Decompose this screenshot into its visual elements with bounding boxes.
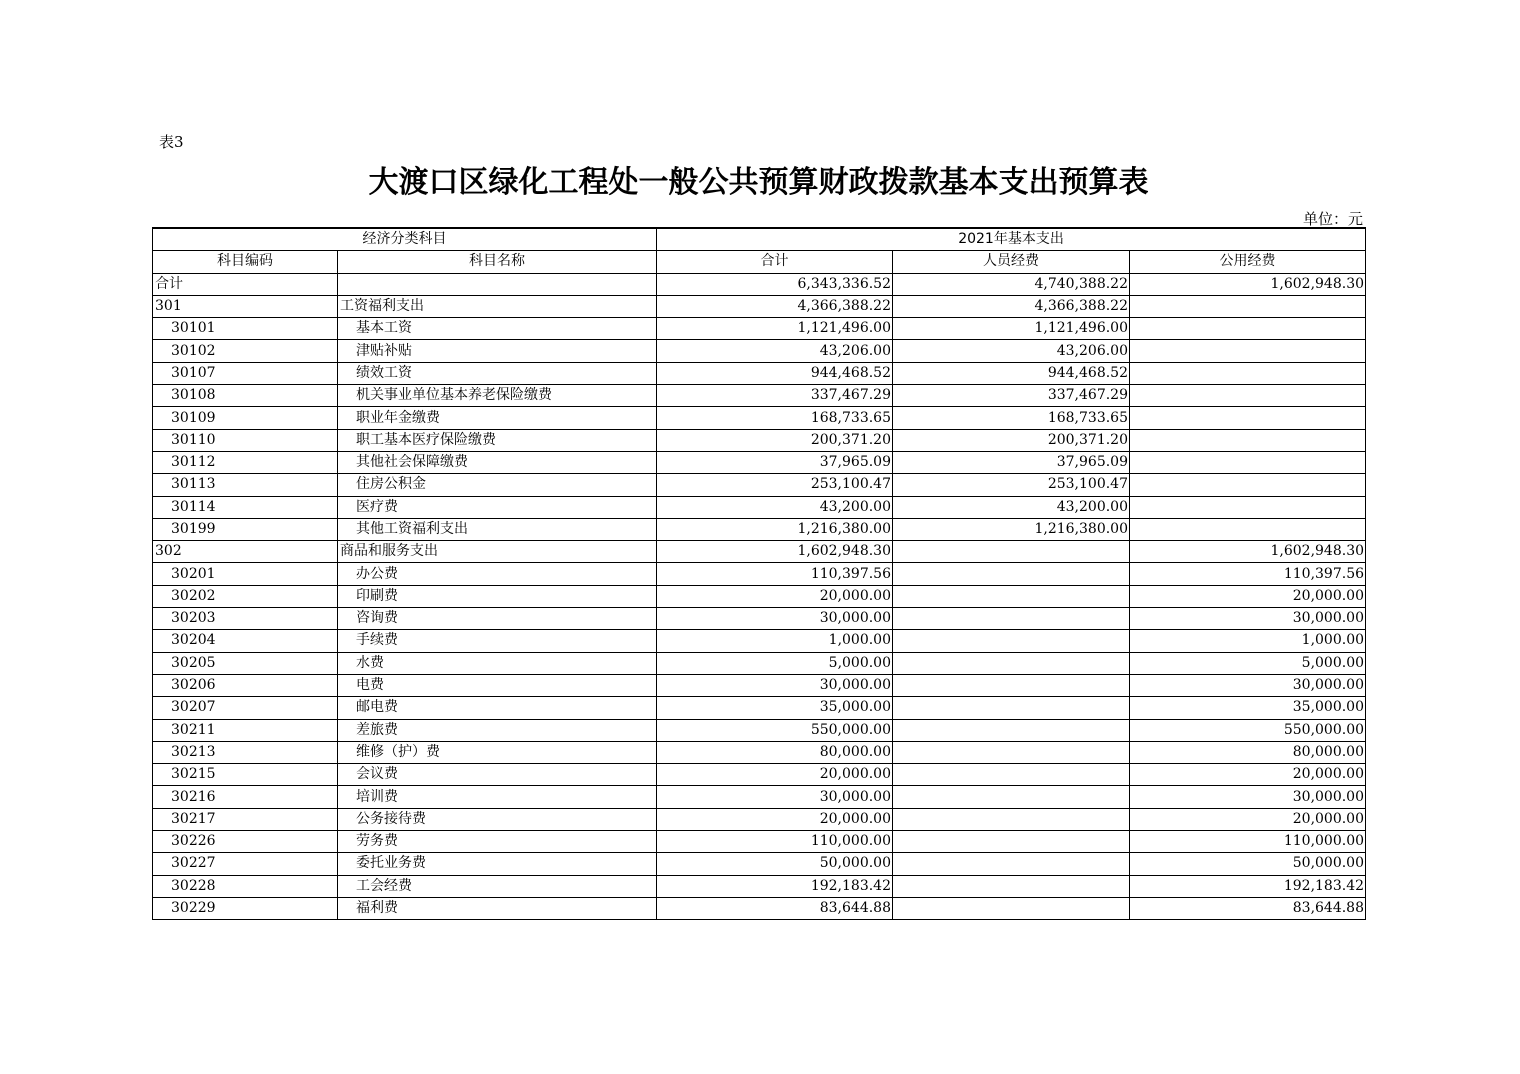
header-subject-name: 科目名称 <box>338 251 657 273</box>
table-row <box>153 741 1366 763</box>
header-personnel-cost: 人员经费 <box>893 251 1130 273</box>
public-cost-cell: 20,000.00 <box>1130 764 1366 786</box>
public-cost-cell: 30,000.00 <box>1130 608 1366 630</box>
public-cost-cell <box>1130 429 1366 451</box>
subject-name-cell: 劳务费 <box>338 831 657 853</box>
personnel-cost-cell <box>893 697 1130 719</box>
table-row <box>153 451 1366 473</box>
subject-name-cell: 其他工资福利支出 <box>338 518 657 540</box>
unit-label: 单位：元 <box>1302 210 1363 228</box>
table-row <box>153 429 1366 451</box>
table-row <box>153 295 1366 317</box>
subject-code-cell: 30226 <box>153 831 338 853</box>
personnel-cost-cell <box>893 741 1130 763</box>
total-cell: 1,216,380.00 <box>657 518 893 540</box>
subject-name-cell: 工会经费 <box>338 875 657 897</box>
total-cell: 110,397.56 <box>657 563 893 585</box>
total-cell: 37,965.09 <box>657 451 893 473</box>
subject-name-cell: 福利费 <box>338 897 657 919</box>
subject-name-cell: 绩效工资 <box>338 362 657 384</box>
public-cost-cell <box>1130 518 1366 540</box>
header-public-cost: 公用经费 <box>1130 251 1366 273</box>
subject-name-cell: 办公费 <box>338 563 657 585</box>
total-cell: 6,343,336.52 <box>657 273 893 295</box>
subject-code-cell: 30199 <box>153 518 338 540</box>
table-row <box>153 518 1366 540</box>
personnel-cost-cell: 37,965.09 <box>893 451 1130 473</box>
personnel-cost-cell <box>893 897 1130 919</box>
personnel-cost-cell <box>893 541 1130 563</box>
subject-name-cell: 工资福利支出 <box>338 295 657 317</box>
subject-code-cell: 302 <box>153 541 338 563</box>
subject-code-cell: 30204 <box>153 630 338 652</box>
subject-name-cell: 手续费 <box>338 630 657 652</box>
subject-name-cell: 印刷费 <box>338 585 657 607</box>
subject-code-cell: 30213 <box>153 741 338 763</box>
page-title: 大渡口区绿化工程处一般公共预算财政拨款基本支出预算表 <box>368 165 1149 200</box>
table-row <box>153 719 1366 741</box>
personnel-cost-cell <box>893 563 1130 585</box>
total-cell: 944,468.52 <box>657 362 893 384</box>
subject-code-cell: 30112 <box>153 451 338 473</box>
subject-name-cell: 维修（护）费 <box>338 741 657 763</box>
subject-code-cell: 30216 <box>153 786 338 808</box>
total-cell: 1,121,496.00 <box>657 318 893 340</box>
table-row <box>153 764 1366 786</box>
total-cell: 30,000.00 <box>657 786 893 808</box>
subject-code-cell: 30215 <box>153 764 338 786</box>
public-cost-cell <box>1130 340 1366 362</box>
subject-code-cell: 30108 <box>153 385 338 407</box>
subject-name-cell: 医疗费 <box>338 496 657 518</box>
table-row <box>153 808 1366 830</box>
table-row <box>153 407 1366 429</box>
table-row <box>153 674 1366 696</box>
personnel-cost-cell <box>893 808 1130 830</box>
public-cost-cell: 550,000.00 <box>1130 719 1366 741</box>
total-cell: 110,000.00 <box>657 831 893 853</box>
table-row <box>153 385 1366 407</box>
subject-code-cell: 30113 <box>153 474 338 496</box>
public-cost-cell <box>1130 407 1366 429</box>
subject-code-cell: 30101 <box>153 318 338 340</box>
table-row <box>153 630 1366 652</box>
personnel-cost-cell <box>893 630 1130 652</box>
table-row <box>153 786 1366 808</box>
public-cost-cell: 1,602,948.30 <box>1130 273 1366 295</box>
header-column-row <box>153 251 1366 273</box>
total-cell: 43,206.00 <box>657 340 893 362</box>
public-cost-cell: 50,000.00 <box>1130 853 1366 875</box>
personnel-cost-cell: 4,366,388.22 <box>893 295 1130 317</box>
subject-code-cell: 30206 <box>153 674 338 696</box>
personnel-cost-cell <box>893 853 1130 875</box>
subject-name-cell: 电费 <box>338 674 657 696</box>
subject-name-cell: 职业年金缴费 <box>338 407 657 429</box>
public-cost-cell <box>1130 474 1366 496</box>
total-cell: 253,100.47 <box>657 474 893 496</box>
header-economic-category: 经济分类科目 <box>153 228 657 251</box>
total-cell: 30,000.00 <box>657 608 893 630</box>
subject-code-cell: 30201 <box>153 563 338 585</box>
subject-name-cell: 基本工资 <box>338 318 657 340</box>
subject-name-cell: 住房公积金 <box>338 474 657 496</box>
personnel-cost-cell: 168,733.65 <box>893 407 1130 429</box>
personnel-cost-cell <box>893 764 1130 786</box>
public-cost-cell <box>1130 362 1366 384</box>
subject-name-cell <box>338 273 657 295</box>
personnel-cost-cell <box>893 608 1130 630</box>
subject-name-cell: 委托业务费 <box>338 853 657 875</box>
subject-name-cell: 咨询费 <box>338 608 657 630</box>
personnel-cost-cell: 43,206.00 <box>893 340 1130 362</box>
subject-code-cell: 30110 <box>153 429 338 451</box>
public-cost-cell: 30,000.00 <box>1130 786 1366 808</box>
table-row <box>153 273 1366 295</box>
total-cell: 43,200.00 <box>657 496 893 518</box>
subject-code-cell: 30203 <box>153 608 338 630</box>
budget-table <box>152 227 1366 920</box>
table-row <box>153 340 1366 362</box>
public-cost-cell: 110,000.00 <box>1130 831 1366 853</box>
subject-code-cell: 30217 <box>153 808 338 830</box>
personnel-cost-cell: 337,467.29 <box>893 385 1130 407</box>
total-cell: 83,644.88 <box>657 897 893 919</box>
table-row <box>153 875 1366 897</box>
subject-code-cell: 合计 <box>153 273 338 295</box>
personnel-cost-cell: 4,740,388.22 <box>893 273 1130 295</box>
table-row <box>153 853 1366 875</box>
table-row <box>153 496 1366 518</box>
total-cell: 1,602,948.30 <box>657 541 893 563</box>
public-cost-cell: 20,000.00 <box>1130 585 1366 607</box>
public-cost-cell: 30,000.00 <box>1130 674 1366 696</box>
total-cell: 550,000.00 <box>657 719 893 741</box>
public-cost-cell <box>1130 385 1366 407</box>
personnel-cost-cell: 1,216,380.00 <box>893 518 1130 540</box>
total-cell: 50,000.00 <box>657 853 893 875</box>
header-basic-expenditure: 2021年基本支出 <box>657 228 1366 251</box>
personnel-cost-cell: 944,468.52 <box>893 362 1130 384</box>
public-cost-cell: 1,602,948.30 <box>1130 541 1366 563</box>
table-row <box>153 831 1366 853</box>
personnel-cost-cell <box>893 786 1130 808</box>
subject-code-cell: 30227 <box>153 853 338 875</box>
subject-code-cell: 301 <box>153 295 338 317</box>
subject-name-cell: 邮电费 <box>338 697 657 719</box>
subject-name-cell: 水费 <box>338 652 657 674</box>
header-group-row <box>153 228 1366 251</box>
subject-name-cell: 职工基本医疗保险缴费 <box>338 429 657 451</box>
table-row <box>153 474 1366 496</box>
public-cost-cell <box>1130 496 1366 518</box>
table-row <box>153 362 1366 384</box>
subject-name-cell: 其他社会保障缴费 <box>338 451 657 473</box>
table-row <box>153 585 1366 607</box>
subject-code-cell: 30211 <box>153 719 338 741</box>
personnel-cost-cell <box>893 831 1130 853</box>
public-cost-cell: 83,644.88 <box>1130 897 1366 919</box>
subject-name-cell: 会议费 <box>338 764 657 786</box>
public-cost-cell <box>1130 295 1366 317</box>
subject-code-cell: 30202 <box>153 585 338 607</box>
subject-code-cell: 30107 <box>153 362 338 384</box>
header-subject-code: 科目编码 <box>153 251 338 273</box>
public-cost-cell: 110,397.56 <box>1130 563 1366 585</box>
subject-name-cell: 津贴补贴 <box>338 340 657 362</box>
subject-code-cell: 30114 <box>153 496 338 518</box>
table-row <box>153 318 1366 340</box>
total-cell: 337,467.29 <box>657 385 893 407</box>
public-cost-cell <box>1130 318 1366 340</box>
table-row <box>153 563 1366 585</box>
personnel-cost-cell: 1,121,496.00 <box>893 318 1130 340</box>
personnel-cost-cell: 43,200.00 <box>893 496 1130 518</box>
personnel-cost-cell <box>893 875 1130 897</box>
personnel-cost-cell <box>893 674 1130 696</box>
subject-name-cell: 商品和服务支出 <box>338 541 657 563</box>
personnel-cost-cell <box>893 719 1130 741</box>
table-row <box>153 652 1366 674</box>
table-label: 表3 <box>159 133 184 151</box>
total-cell: 20,000.00 <box>657 764 893 786</box>
header-total: 合计 <box>657 251 893 273</box>
table-row <box>153 608 1366 630</box>
subject-code-cell: 30205 <box>153 652 338 674</box>
personnel-cost-cell <box>893 652 1130 674</box>
personnel-cost-cell: 200,371.20 <box>893 429 1130 451</box>
total-cell: 20,000.00 <box>657 808 893 830</box>
total-cell: 20,000.00 <box>657 585 893 607</box>
subject-code-cell: 30229 <box>153 897 338 919</box>
table-body <box>153 273 1366 920</box>
subject-code-cell: 30207 <box>153 697 338 719</box>
personnel-cost-cell <box>893 585 1130 607</box>
table-row <box>153 897 1366 919</box>
total-cell: 35,000.00 <box>657 697 893 719</box>
public-cost-cell: 5,000.00 <box>1130 652 1366 674</box>
total-cell: 200,371.20 <box>657 429 893 451</box>
public-cost-cell: 1,000.00 <box>1130 630 1366 652</box>
total-cell: 168,733.65 <box>657 407 893 429</box>
total-cell: 5,000.00 <box>657 652 893 674</box>
public-cost-cell: 192,183.42 <box>1130 875 1366 897</box>
personnel-cost-cell: 253,100.47 <box>893 474 1130 496</box>
public-cost-cell: 20,000.00 <box>1130 808 1366 830</box>
total-cell: 30,000.00 <box>657 674 893 696</box>
subject-name-cell: 公务接待费 <box>338 808 657 830</box>
total-cell: 80,000.00 <box>657 741 893 763</box>
table-row <box>153 697 1366 719</box>
total-cell: 192,183.42 <box>657 875 893 897</box>
table-row <box>153 541 1366 563</box>
total-cell: 1,000.00 <box>657 630 893 652</box>
public-cost-cell: 80,000.00 <box>1130 741 1366 763</box>
subject-code-cell: 30109 <box>153 407 338 429</box>
public-cost-cell <box>1130 451 1366 473</box>
subject-code-cell: 30228 <box>153 875 338 897</box>
subject-code-cell: 30102 <box>153 340 338 362</box>
subject-name-cell: 机关事业单位基本养老保险缴费 <box>338 385 657 407</box>
total-cell: 4,366,388.22 <box>657 295 893 317</box>
subject-name-cell: 培训费 <box>338 786 657 808</box>
subject-name-cell: 差旅费 <box>338 719 657 741</box>
public-cost-cell: 35,000.00 <box>1130 697 1366 719</box>
